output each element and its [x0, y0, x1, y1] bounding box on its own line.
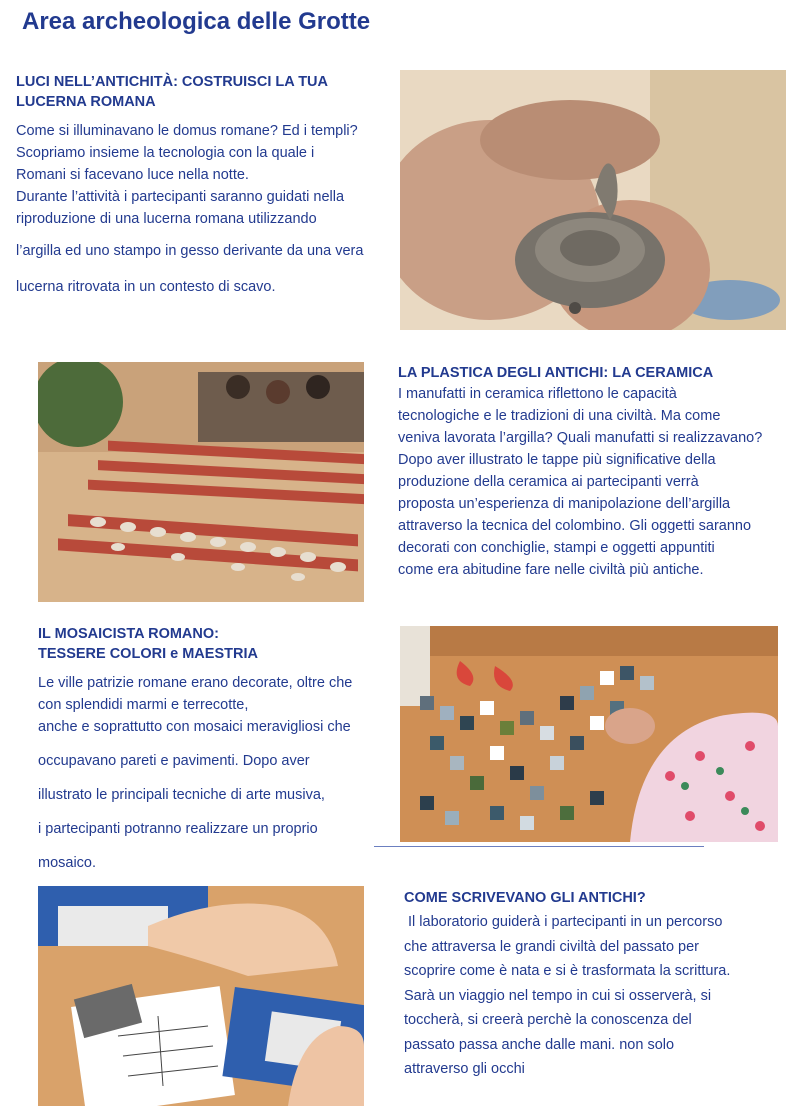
- section-title-line: LA PLASTICA DEGLI ANTICHI: LA CERAMICA: [398, 365, 714, 381]
- text-line: i partecipanti potranno realizzare un proprio: [38, 821, 318, 837]
- text-line: come era abitudine fare nelle civiltà più antiche.: [398, 562, 704, 578]
- text-line: Romani si facevano luce nella notte.: [16, 167, 249, 183]
- mosaic-tiles-photo-icon: [400, 626, 778, 842]
- text-line: mosaico.: [38, 855, 97, 871]
- text-line: riproduzione di una lucerna romana utilizzando: [16, 211, 317, 227]
- text-line: scoprire come è nata e si è trasformata la scrittura.: [404, 963, 731, 979]
- text-line: proposta un’esperienza di manipolazione dell’argilla: [398, 496, 731, 512]
- section-title-line: TESSERE COLORI e MAESTRIA: [38, 646, 258, 662]
- divider-line: [374, 846, 704, 847]
- text-line: I manufatti in ceramica riflettono le capacità: [398, 386, 677, 402]
- section-text-ceramica: [398, 383, 798, 581]
- text-line: passato passa anche dalle mani. non solo: [404, 1036, 675, 1053]
- section-text-lucerna: [16, 120, 398, 298]
- section-title-line: IL MOSAICISTA ROMANO:: [38, 626, 219, 642]
- section-title-mosaico: [38, 624, 258, 664]
- text-line: Il laboratorio guiderà i partecipanti in un percorso: [404, 914, 723, 930]
- section-text-scrittura: [404, 910, 798, 1082]
- section-title-lucerna: [16, 72, 328, 112]
- text-line: Sarà un viaggio nel tempo in cui si osserverà, si: [404, 987, 712, 1004]
- text-line: illustrato le principali tecniche di arte musiva,: [38, 787, 325, 803]
- text-line: attraverso la tecnica del colombino. Gli oggetti saranno: [398, 518, 752, 534]
- text-line: Le ville patrizie romane erano decorate, oltre che: [38, 675, 353, 691]
- text-line: anche e soprattutto con mosaici meravigliosi che: [38, 719, 351, 735]
- text-line: che attraversa le grandi civiltà del passato per: [404, 938, 699, 955]
- page-title: Area archeologica delle Grotte: [22, 8, 371, 35]
- text-line: toccherà, si creerà perchè la conoscenza del: [404, 1012, 692, 1028]
- text-line: decorati con conchiglie, stampi e oggetti appuntiti: [398, 540, 715, 556]
- text-line: occupavano pareti e pavimenti. Dopo aver: [38, 753, 310, 769]
- ceramic-bench-photo-icon: [38, 362, 364, 602]
- section-title-line: LUCERNA ROMANA: [16, 94, 156, 110]
- text-line: produzione della ceramica ai partecipanti verrà: [398, 474, 699, 490]
- text-line: veniva lavorata l’argilla? Quali manufatti si realizzavano?: [398, 430, 763, 446]
- text-line: attraverso gli occhi: [404, 1061, 525, 1077]
- text-line: l’argilla ed uno stampo in gesso derivante da una vera: [16, 243, 364, 259]
- text-line: Scopriamo insieme la tecnologia con la quale i: [16, 145, 315, 161]
- section-text-mosaico: [38, 672, 400, 874]
- text-line: tecnologiche e le tradizioni di una civiltà. Ma come: [398, 408, 721, 424]
- section-title-line: LUCI NELL’ANTICHITÀ: COSTRUISCI LA TUA: [16, 74, 328, 90]
- clay-lamp-photo-icon: [400, 70, 786, 330]
- text-line: con splendidi marmi e terrecotte,: [38, 697, 249, 713]
- text-line: Dopo aver illustrato le tappe più significative della: [398, 452, 716, 468]
- section-title-scrittura: [404, 888, 646, 908]
- text-line: Come si illuminavano le domus romane? Ed i templi?: [16, 123, 358, 139]
- writing-workshop-photo-icon: [38, 886, 364, 1106]
- text-line: Durante l’attività i partecipanti saranno guidati nella: [16, 189, 345, 205]
- section-title-ceramica: [398, 363, 713, 383]
- section-title-line: COME SCRIVEVANO GLI ANTICHI?: [404, 890, 646, 906]
- text-line: lucerna ritrovata in un contesto di scavo.: [16, 279, 276, 295]
